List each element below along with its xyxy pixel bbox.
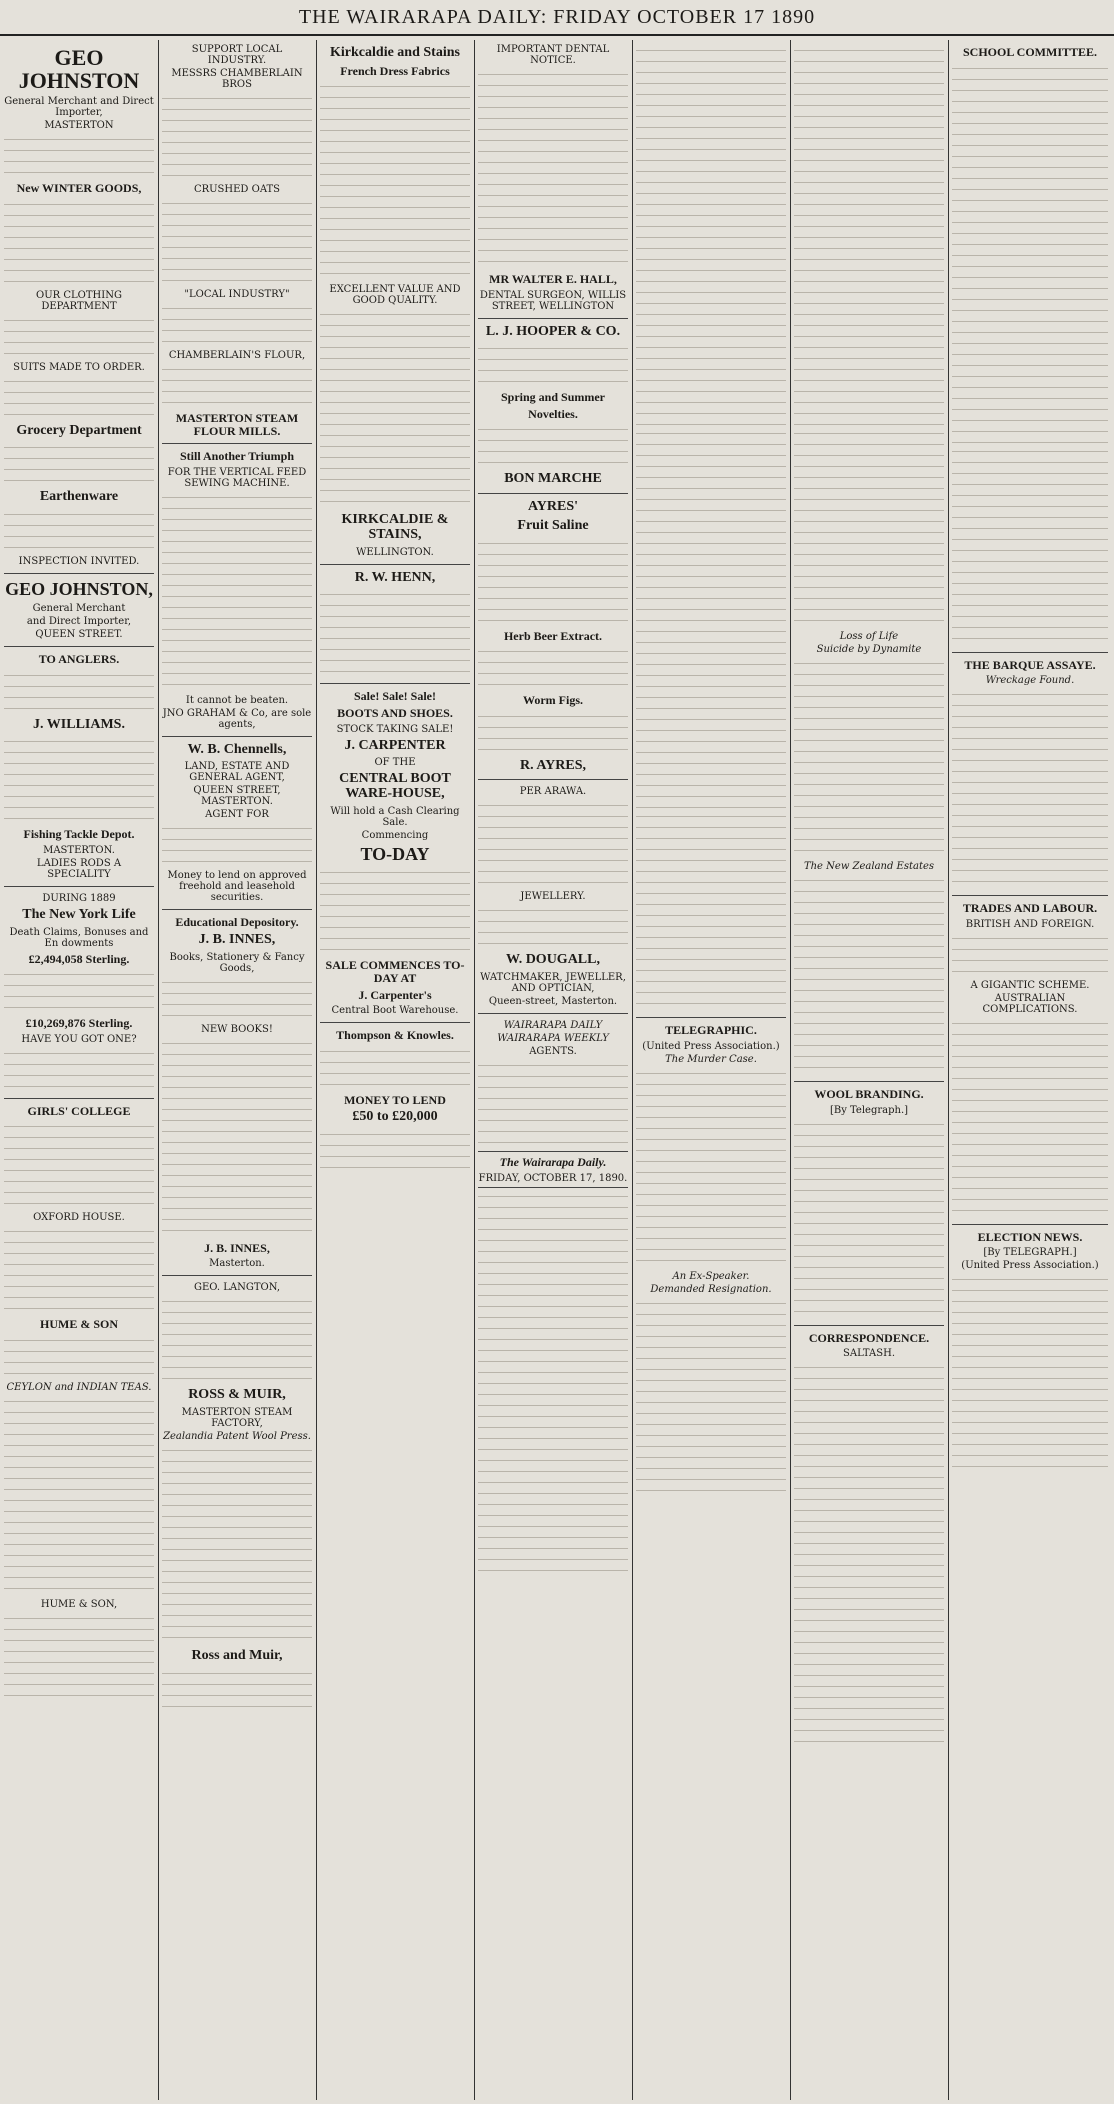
text-block xyxy=(794,1119,944,1319)
text-block xyxy=(478,800,628,888)
section-heading: CORRESPONDENCE. xyxy=(808,1330,930,1345)
column-6 xyxy=(794,42,944,2098)
advert-heading: IMPORTANT DENTAL NOTICE. xyxy=(496,44,610,66)
advert-heading: Herb Beer Extract. xyxy=(503,628,603,643)
advert-title: HUME & SON xyxy=(40,1317,118,1332)
advert-title: R. W. HENN, xyxy=(354,569,436,585)
advert-title: CENTRAL BOOT WARE-HOUSE, xyxy=(339,771,451,801)
text-block xyxy=(4,315,154,359)
advert-title: TO-DAY xyxy=(360,843,430,864)
advert-heading: Worm Figs. xyxy=(523,693,583,708)
advert-heading: Grocery Department xyxy=(16,422,142,438)
advert-note: HAVE YOU GOT ONE? xyxy=(21,1033,137,1045)
advert-place: WELLINGTON. xyxy=(356,546,434,558)
advert-subtitle: FOR THE VERTICAL FEED SEWING MACHINE. xyxy=(167,466,307,489)
text-block xyxy=(478,905,628,949)
text-block xyxy=(4,1613,154,1701)
advert-title: J. Carpenter's xyxy=(358,987,432,1002)
advert-heading: AGENTS. xyxy=(529,1046,577,1058)
text-block xyxy=(4,969,154,1013)
text-block xyxy=(162,1668,312,1712)
text-block xyxy=(4,199,154,287)
advert-heading: CEYLON and INDIAN TEAS. xyxy=(6,1381,152,1393)
text-block xyxy=(320,867,470,955)
advert-note: INSPECTION INVITED. xyxy=(18,556,140,568)
advert-subtitle: French Dress Fabrics xyxy=(340,63,450,78)
article-heading: Suicide by Dynamite xyxy=(816,644,922,655)
advert-heading: Sale! Sale! Sale! xyxy=(354,689,436,704)
text-block xyxy=(4,509,154,553)
advert-heading: DURING 1889 xyxy=(42,892,116,904)
text-block xyxy=(320,81,470,281)
advert-title: GIRLS' COLLEGE xyxy=(27,1103,131,1118)
editorial-date: FRIDAY, OCTOBER 17, 1890. xyxy=(478,1172,628,1184)
advert-subtitle: Books, Stationery & Fancy Goods, xyxy=(169,951,305,974)
text-block xyxy=(4,670,154,714)
advert-heading: CRUSHED OATS xyxy=(193,184,281,195)
text-block xyxy=(794,428,944,628)
column-2 xyxy=(162,42,312,2098)
advert-heading: New WINTER GOODS, xyxy=(16,181,142,196)
text-block xyxy=(636,428,786,808)
text-block xyxy=(478,646,628,690)
advert-note: Money to lend on approved freehold and leasehold securities. xyxy=(167,870,307,904)
advert-title: J. WILLIAMS. xyxy=(33,716,125,732)
advert-note: JNO GRAHAM & Co, are sole agents, xyxy=(162,707,312,730)
advert-heading: WAIRARAPA WEEKLY xyxy=(497,1033,609,1045)
advert-place: QUEEN STREET, MASTERTON. xyxy=(193,785,281,808)
text-block xyxy=(636,1298,786,1498)
text-block xyxy=(794,875,944,1075)
advert-subtitle: General Merchant and Direct Importer, xyxy=(4,96,154,119)
text-block xyxy=(162,1296,312,1384)
text-block xyxy=(794,45,944,425)
advert-subtitle: and Direct Importer, xyxy=(26,616,132,628)
column-rule xyxy=(158,40,159,2100)
text-block xyxy=(478,1060,628,1148)
text-block xyxy=(478,69,628,269)
section-subheading: SALTASH. xyxy=(843,1348,895,1360)
advert-title: MASTERTON STEAM FLOUR MILLS. xyxy=(175,411,299,438)
article-heading: Loss of Life xyxy=(839,631,899,642)
text-block xyxy=(952,933,1108,977)
advert-subtitle: Death Claims, Bonuses and En dowments xyxy=(9,926,149,949)
text-block xyxy=(4,442,154,486)
text-block xyxy=(4,1335,154,1379)
text-block xyxy=(794,1362,944,1742)
advert-subtitle: MASTERTON STEAM FACTORY, xyxy=(181,1407,293,1430)
advert-heading: NEW BOOKS! xyxy=(201,1023,273,1035)
text-block xyxy=(320,1046,470,1090)
text-block xyxy=(162,364,312,408)
text-block xyxy=(4,1396,154,1596)
text-block xyxy=(636,45,786,425)
column-rule xyxy=(474,40,475,2100)
advert-subtitle: OF THE xyxy=(374,757,416,769)
advert-place: Masterton. xyxy=(209,1258,265,1270)
advert-title: Ross and Muir, xyxy=(191,1648,283,1664)
text-block xyxy=(952,1018,1108,1218)
advert-note: Will hold a Cash Clearing Sale. xyxy=(330,805,460,828)
advert-place: OXFORD HOUSE. xyxy=(33,1212,125,1224)
advert-heading: Novelties. xyxy=(528,406,578,421)
advert-place: Central Boot Warehouse. xyxy=(331,1005,459,1017)
section-heading: SCHOOL COMMITTEE. xyxy=(962,45,1098,59)
advert-heading: TO ANGLERS. xyxy=(38,652,120,667)
text-block xyxy=(162,303,312,347)
column-rule xyxy=(316,40,317,2100)
text-block xyxy=(478,343,628,387)
text-block xyxy=(162,1445,312,1645)
section-subheading: (United Press Association.) xyxy=(961,1260,1099,1272)
advert-heading: EXCELLENT VALUE AND GOOD QUALITY. xyxy=(329,284,461,307)
advert-title: AYRES' xyxy=(527,499,579,515)
advert-note: It cannot be beaten. xyxy=(185,694,289,706)
text-block xyxy=(162,492,312,692)
advert-title: L. J. HOOPER & CO. xyxy=(485,323,621,339)
text-block xyxy=(478,1191,628,1571)
advert-heading: MONEY TO LEND xyxy=(344,1092,446,1107)
advert-heading: "LOCAL INDUSTRY" xyxy=(184,289,290,300)
advert-title: HUME & SON, xyxy=(40,1598,118,1610)
advert-title: GEO JOHNSTON xyxy=(18,45,140,94)
article-heading: AUSTRALIAN COMPLICATIONS. xyxy=(982,992,1078,1015)
advert-title: J. B. INNES, xyxy=(198,932,276,948)
text-block xyxy=(4,1226,154,1314)
column-5 xyxy=(636,42,786,2098)
text-block xyxy=(952,689,1108,889)
text-block xyxy=(952,63,1108,443)
advert-title: Kirkcaldie and Stains xyxy=(330,45,460,60)
article-heading: Demanded Resignation. xyxy=(650,1283,772,1295)
section-subheading: [By TELEGRAPH.] xyxy=(983,1247,1077,1259)
advert-title: ROSS & MUIR, xyxy=(188,1387,286,1403)
advert-title: MESSRS CHAMBERLAIN BROS xyxy=(171,68,303,90)
text-block xyxy=(162,823,312,867)
advert-title: GEO. LANGTON, xyxy=(193,1282,280,1294)
text-block xyxy=(794,658,944,858)
column-7 xyxy=(952,42,1108,2098)
advert-heading: SALE COMMENCES TO-DAY AT xyxy=(325,958,465,986)
text-block xyxy=(320,589,470,677)
text-block xyxy=(162,93,312,181)
advert-heading: AGENT FOR xyxy=(205,809,269,821)
advert-heading: SUITS MADE TO ORDER. xyxy=(13,361,145,373)
advert-place: Queen-street, Masterton. xyxy=(488,996,618,1008)
section-heading: THE BARQUE ASSAYE. xyxy=(964,657,1096,672)
advert-title: Thompson & Knowles. xyxy=(336,1028,454,1043)
advert-title: BON MARCHE xyxy=(504,471,602,487)
masthead xyxy=(0,0,1114,36)
section-heading: ELECTION NEWS. xyxy=(977,1229,1083,1244)
text-block xyxy=(320,309,470,509)
text-block xyxy=(478,711,628,755)
text-block xyxy=(162,977,312,1021)
text-block xyxy=(162,198,312,286)
column-4 xyxy=(478,42,628,2098)
advert-title: W. B. Chennells, xyxy=(187,741,287,757)
advert-title: J. B. INNES, xyxy=(204,1240,270,1255)
text-block xyxy=(636,811,786,1011)
text-block xyxy=(4,1121,154,1209)
advert-figure: £10,269,876 Sterling. xyxy=(25,1016,133,1031)
column-1 xyxy=(4,42,154,2098)
advert-note: Commencing xyxy=(361,829,429,841)
text-block xyxy=(4,736,154,824)
section-subheading: (United Press Association.) xyxy=(642,1040,780,1052)
text-block xyxy=(162,1038,312,1238)
advert-heading: OUR CLOTHING DEPARTMENT xyxy=(36,289,122,312)
advert-subtitle: DENTAL SURGEON, WILLIS STREET, WELLINGTON xyxy=(479,289,627,312)
column-3 xyxy=(320,42,470,2098)
advert-title: The New York Life xyxy=(22,906,136,922)
editorial-title: The Wairarapa Daily. xyxy=(499,1155,607,1170)
text-block xyxy=(4,134,154,178)
advert-place: MASTERTON. xyxy=(43,844,115,856)
advert-heading: Zealandia Patent Wool Press. xyxy=(163,1431,311,1443)
text-block xyxy=(478,538,628,626)
advert-title: J. CARPENTER xyxy=(344,737,446,753)
section-heading: WOOL BRANDING. xyxy=(814,1087,924,1101)
advert-heading: Earthenware xyxy=(39,489,119,505)
column-rule xyxy=(948,40,949,2100)
text-block xyxy=(478,424,628,468)
section-heading: TELEGRAPHIC. xyxy=(665,1023,757,1037)
advert-figure: £2,494,058 Sterling. xyxy=(28,951,130,966)
advert-heading: JEWELLERY. xyxy=(520,891,586,903)
text-block xyxy=(4,1048,154,1092)
advert-subtitle: WATCHMAKER, JEWELLER, AND OPTICIAN, xyxy=(480,972,626,995)
text-block xyxy=(636,1068,786,1268)
advert-heading: SUPPORT LOCAL INDUSTRY. xyxy=(191,44,283,66)
advert-heading: WAIRARAPA DAILY xyxy=(503,1020,603,1032)
advert-heading: BOOTS AND SHOES. xyxy=(337,705,453,720)
advert-figure: £50 to £20,000 xyxy=(352,1109,438,1125)
section-subheading: BRITISH AND FOREIGN. xyxy=(965,918,1095,930)
section-heading: TRADES AND LABOUR. xyxy=(962,901,1098,916)
advert-subtitle: STOCK TAKING SALE! xyxy=(336,723,454,735)
advert-title: GEO JOHNSTON, xyxy=(5,579,153,600)
article-heading: The Murder Case. xyxy=(665,1053,757,1065)
text-block xyxy=(320,1129,470,1173)
masthead-title: THE WAIRARAPA DAILY: FRIDAY OCTOBER 17 1890 xyxy=(298,6,816,28)
advert-heading: CHAMBERLAIN'S FLOUR, xyxy=(168,350,306,361)
column-rule xyxy=(632,40,633,2100)
advert-title: W. DOUGALL, xyxy=(505,952,600,968)
article-heading: An Ex-Speaker. xyxy=(672,1270,750,1282)
advert-heading: Spring and Summer xyxy=(500,390,606,405)
advert-heading: Educational Depository. xyxy=(175,915,299,930)
article-heading: Wreckage Found. xyxy=(985,675,1075,687)
advert-title: R. AYRES, xyxy=(519,757,586,773)
advert-heading: Fishing Tackle Depot. xyxy=(23,827,135,842)
advert-subtitle: LAND, ESTATE AND GENERAL AGENT, xyxy=(184,761,290,784)
advert-heading: PER ARAWA. xyxy=(519,786,587,798)
text-block xyxy=(952,446,1108,646)
article-heading: The New Zealand Estates xyxy=(803,861,935,872)
advert-title: KIRKCALDIE & STAINS, xyxy=(341,512,449,542)
section-subheading: [By Telegraph.] xyxy=(829,1104,909,1116)
advert-title: Still Another Triumph xyxy=(179,449,295,464)
advert-place: QUEEN STREET. xyxy=(35,629,123,641)
article-heading: A GIGANTIC SCHEME. xyxy=(970,979,1090,991)
advert-title: MR WALTER E. HALL, xyxy=(489,272,617,286)
advert-title: Fruit Saline xyxy=(517,517,589,533)
advert-subtitle: General Merchant xyxy=(32,603,126,615)
advert-note: LADIES RODS A SPECIALITY xyxy=(36,857,122,880)
advert-place: MASTERTON xyxy=(44,120,114,132)
text-block xyxy=(4,376,154,420)
column-rule xyxy=(790,40,791,2100)
text-block xyxy=(952,1274,1108,1474)
